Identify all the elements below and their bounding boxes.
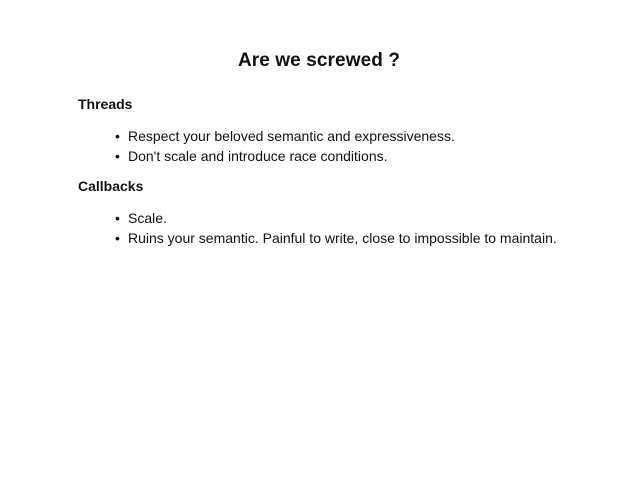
bullet-icon: • — [115, 148, 120, 164]
list-item — [115, 126, 455, 146]
bullet-text: Don't scale and introduce race conditions. — [128, 148, 388, 164]
bullet-list-callbacks — [115, 208, 557, 248]
bullet-text: Scale. — [128, 210, 167, 226]
bullet-icon: • — [115, 230, 120, 246]
section-heading-callbacks: Callbacks — [78, 178, 144, 194]
bullet-icon: • — [115, 128, 120, 144]
bullet-text: Ruins your semantic. Painful to write, close to impossible to maintain. — [128, 230, 557, 246]
list-item — [115, 208, 557, 228]
section-heading-threads: Threads — [78, 96, 133, 112]
list-item — [115, 146, 455, 166]
bullet-text: Respect your beloved semantic and expressiveness. — [128, 128, 455, 144]
list-item — [115, 228, 557, 248]
slide-title: Are we screwed ? — [237, 50, 401, 71]
bullet-list-threads — [115, 126, 455, 166]
bullet-icon: • — [115, 210, 120, 226]
